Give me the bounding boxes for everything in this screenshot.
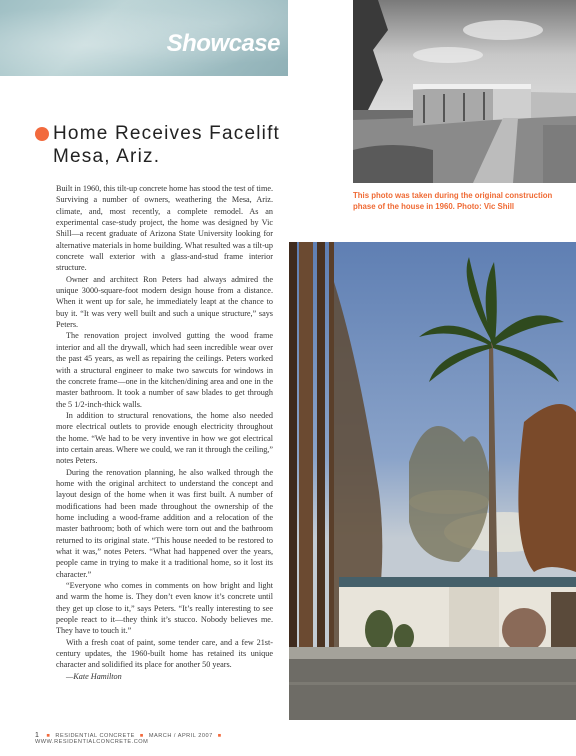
headline-title: Home Receives Facelift [53, 123, 281, 144]
section-title: Showcase [166, 30, 280, 57]
paragraph: The renovation project involved gutting the wood frame interior and all the drywall, which had seen incredible wear over the past 45 years, as well as repairing the ceilings. Peters worked with a structural engineer to make two sawcuts for windows in the concrete frame—one in the kitchen/dining area and one in the master bathroom. It took a number of saw blades to get through the 5 1/2-inch-thick walls. [56, 331, 273, 409]
headline-location: Mesa, Ariz. [53, 146, 161, 167]
separator-dot-icon: ■ [46, 733, 51, 739]
publication-name: RESIDENTIAL CONCRETE [55, 733, 135, 739]
article-body [56, 183, 273, 682]
paragraph: In addition to structural renovations, the home also needed more electrical outlets to provide enough electricity throughout the home. “We had to be very inventive in how we got electrical into certain areas. Where we could, we ran it through the ceiling,” notes Peters. [56, 410, 273, 466]
paragraph: Owner and architect Ron Peters had always admired the unique 3000-square-foot modern design house from a distance. When it went up for sale, he immediately leapt at the chance to buy it. “It was very well built and such a unique structure,” says Peters. [56, 274, 273, 330]
showcase-banner [0, 0, 288, 76]
house-photo [289, 242, 576, 720]
paragraph: Built in 1960, this tilt-up concrete home has stood the test of time. Surviving a number of owners, weathering the Mesa, Ariz. climate, and, most recently, a complete remodel. As an experimental case-study project, the home was designed by Vic Shill—a recent graduate of Arizona State University looking for alternative materials in home building. What resulted was a tilt-up concrete wall exterior with a glass-and-stud frame interior structure. [56, 184, 273, 273]
issue-date: MARCH / APRIL 2007 [148, 733, 213, 739]
article-headline [35, 122, 335, 168]
construction-photo [353, 0, 576, 183]
byline: —Kate Hamilton [66, 671, 122, 681]
house-photo-illustration [289, 242, 576, 720]
paragraph: During the renovation planning, he also walked through the home with the original architect to understand the concept and layout design of the home when it was first built. A number of modifications had been made throughout the ownership of the home including a wood-frame addition and a relocation of the master bathroom; both of which were torn out and the bathroom returned to its original state. “This house needed to be restored to what it was,” notes Peters. “What had happened over the years, people came in trying to make it a traditional home, so it lost its character.” [56, 467, 273, 579]
photo-caption: This photo was taken during the original construction phase of the house in 1960. Photo: Vic Shill [353, 191, 553, 211]
page-footer [35, 732, 335, 745]
paragraph: With a fresh coat of paint, some tender care, and a few 21st-century updates, the 1960-built home has retained its unique character and solidified its place for another 50 years. [56, 637, 273, 670]
paragraph: “Everyone who comes in comments on how bright and light and warm the home is. They don’t even know it’s concrete until they get up close to it,” says Peters. “It’s really interesting to see people react to it—they think it’s stucco. Nobody believes me. They have to touch it.” [56, 581, 273, 636]
page-number: 1 [35, 732, 40, 739]
bullet-dot-icon [35, 127, 49, 141]
construction-photo-illustration [353, 0, 576, 183]
website-link[interactable]: WWW.RESIDENTIALCONCRETE.COM [35, 739, 149, 745]
separator-dot-icon: ■ [217, 733, 222, 739]
separator-dot-icon: ■ [139, 733, 144, 739]
